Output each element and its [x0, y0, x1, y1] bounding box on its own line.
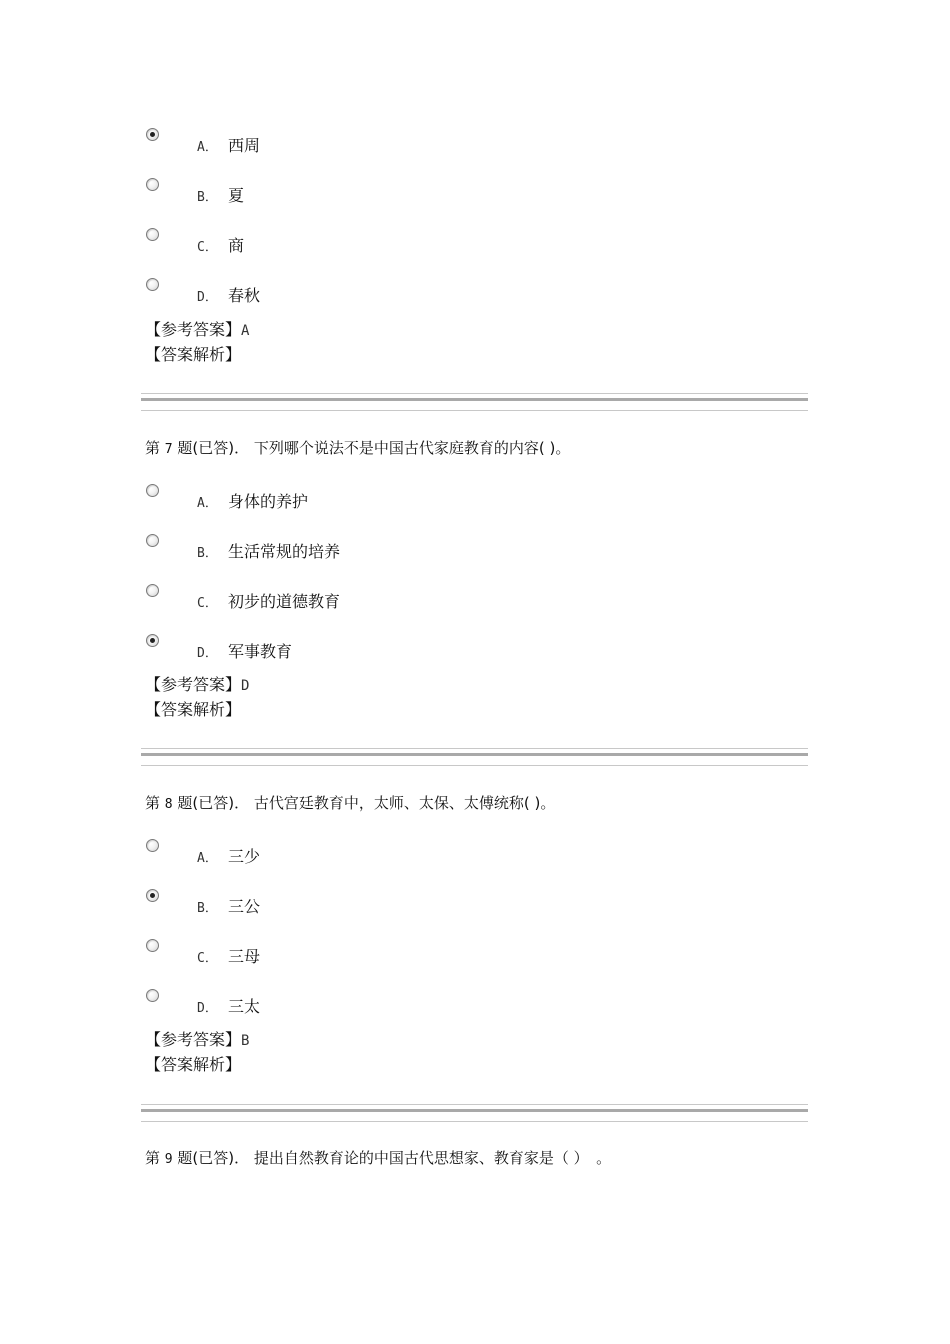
question-number: 7	[164, 442, 173, 457]
option-letter: A．	[197, 851, 218, 866]
radio-button[interactable]	[146, 939, 159, 952]
option-a[interactable]	[0, 484, 600, 514]
question-status: 题(已答)．	[177, 439, 250, 457]
answer-label: 【参考答案】	[145, 675, 242, 694]
option-letter: B．	[197, 190, 218, 205]
radio-button[interactable]	[146, 584, 159, 597]
radio-button-checked[interactable]	[146, 128, 159, 141]
reference-answer	[145, 1027, 249, 1050]
radio-button[interactable]	[146, 278, 159, 291]
option-a[interactable]	[0, 839, 600, 869]
option-b[interactable]	[0, 178, 600, 208]
radio-button[interactable]	[146, 484, 159, 497]
question-separator	[141, 1104, 808, 1124]
reference-answer	[145, 317, 249, 340]
radio-button[interactable]	[146, 534, 159, 547]
answer-explanation: 【答案解析】	[145, 700, 242, 719]
option-d[interactable]	[0, 989, 600, 1019]
reference-answer	[145, 672, 249, 695]
option-text: 三母	[228, 947, 261, 966]
option-letter: A．	[197, 496, 218, 511]
option-d[interactable]	[0, 634, 600, 664]
answer-label: 【参考答案】	[145, 320, 242, 339]
option-c[interactable]	[0, 584, 600, 614]
option-letter: B．	[197, 901, 218, 916]
radio-button-checked[interactable]	[146, 634, 159, 647]
option-letter: D．	[197, 646, 218, 661]
option-c[interactable]	[0, 228, 600, 258]
question-text: 下列哪个说法不是中国古代家庭教育的内容( )。	[253, 439, 571, 457]
option-text: 身体的养护	[228, 492, 309, 511]
option-b[interactable]	[0, 534, 600, 564]
question-separator	[141, 748, 808, 768]
option-text: 春秋	[228, 286, 261, 305]
question-number: 9	[164, 1152, 173, 1167]
option-text: 初步的道德教育	[228, 592, 341, 611]
radio-button[interactable]	[146, 228, 159, 241]
answer-value: D	[241, 678, 250, 694]
radio-button[interactable]	[146, 839, 159, 852]
option-text: 商	[228, 236, 245, 255]
option-text: 三少	[228, 847, 261, 866]
option-text: 生活常规的培养	[228, 542, 341, 561]
option-text: 三太	[228, 997, 261, 1016]
option-letter: B．	[197, 546, 218, 561]
question-text: 提出自然教育论的中国古代思想家、教育家是（ ） 。	[253, 1149, 612, 1167]
question-stem: 第 7 题(已答)． 下列哪个说法不是中国古代家庭教育的内容( )。	[145, 439, 571, 457]
option-text: 夏	[228, 186, 245, 205]
radio-button-checked[interactable]	[146, 889, 159, 902]
answer-value: A	[241, 323, 250, 339]
option-c[interactable]	[0, 939, 600, 969]
question-status: 题(已答)．	[177, 794, 250, 812]
radio-button[interactable]	[146, 178, 159, 191]
option-letter: D．	[197, 1001, 218, 1016]
answer-label: 【参考答案】	[145, 1030, 242, 1049]
question-separator	[141, 393, 808, 413]
radio-button[interactable]	[146, 989, 159, 1002]
question-stem: 第 8 题(已答)． 古代宫廷教育中，太师、太保、太傅统称( )。	[145, 794, 556, 812]
answer-explanation: 【答案解析】	[145, 1055, 242, 1074]
option-text: 西周	[228, 136, 261, 155]
option-letter: C．	[197, 596, 218, 611]
option-a[interactable]	[0, 128, 600, 158]
option-letter: C．	[197, 240, 218, 255]
question-text: 古代宫廷教育中，太师、太保、太傅统称( )。	[253, 794, 556, 812]
option-letter: C．	[197, 951, 218, 966]
question-stem: 第 9 题(已答)． 提出自然教育论的中国古代思想家、教育家是（ ） 。	[145, 1149, 612, 1167]
option-letter: A．	[197, 140, 218, 155]
answer-value: B	[241, 1033, 250, 1049]
option-d[interactable]	[0, 278, 600, 308]
option-text: 军事教育	[228, 642, 293, 661]
question-number: 8	[164, 797, 173, 812]
option-letter: D．	[197, 290, 218, 305]
option-text: 三公	[228, 897, 261, 916]
question-status: 题(已答)．	[177, 1149, 250, 1167]
answer-explanation: 【答案解析】	[145, 345, 242, 364]
option-b[interactable]	[0, 889, 600, 919]
